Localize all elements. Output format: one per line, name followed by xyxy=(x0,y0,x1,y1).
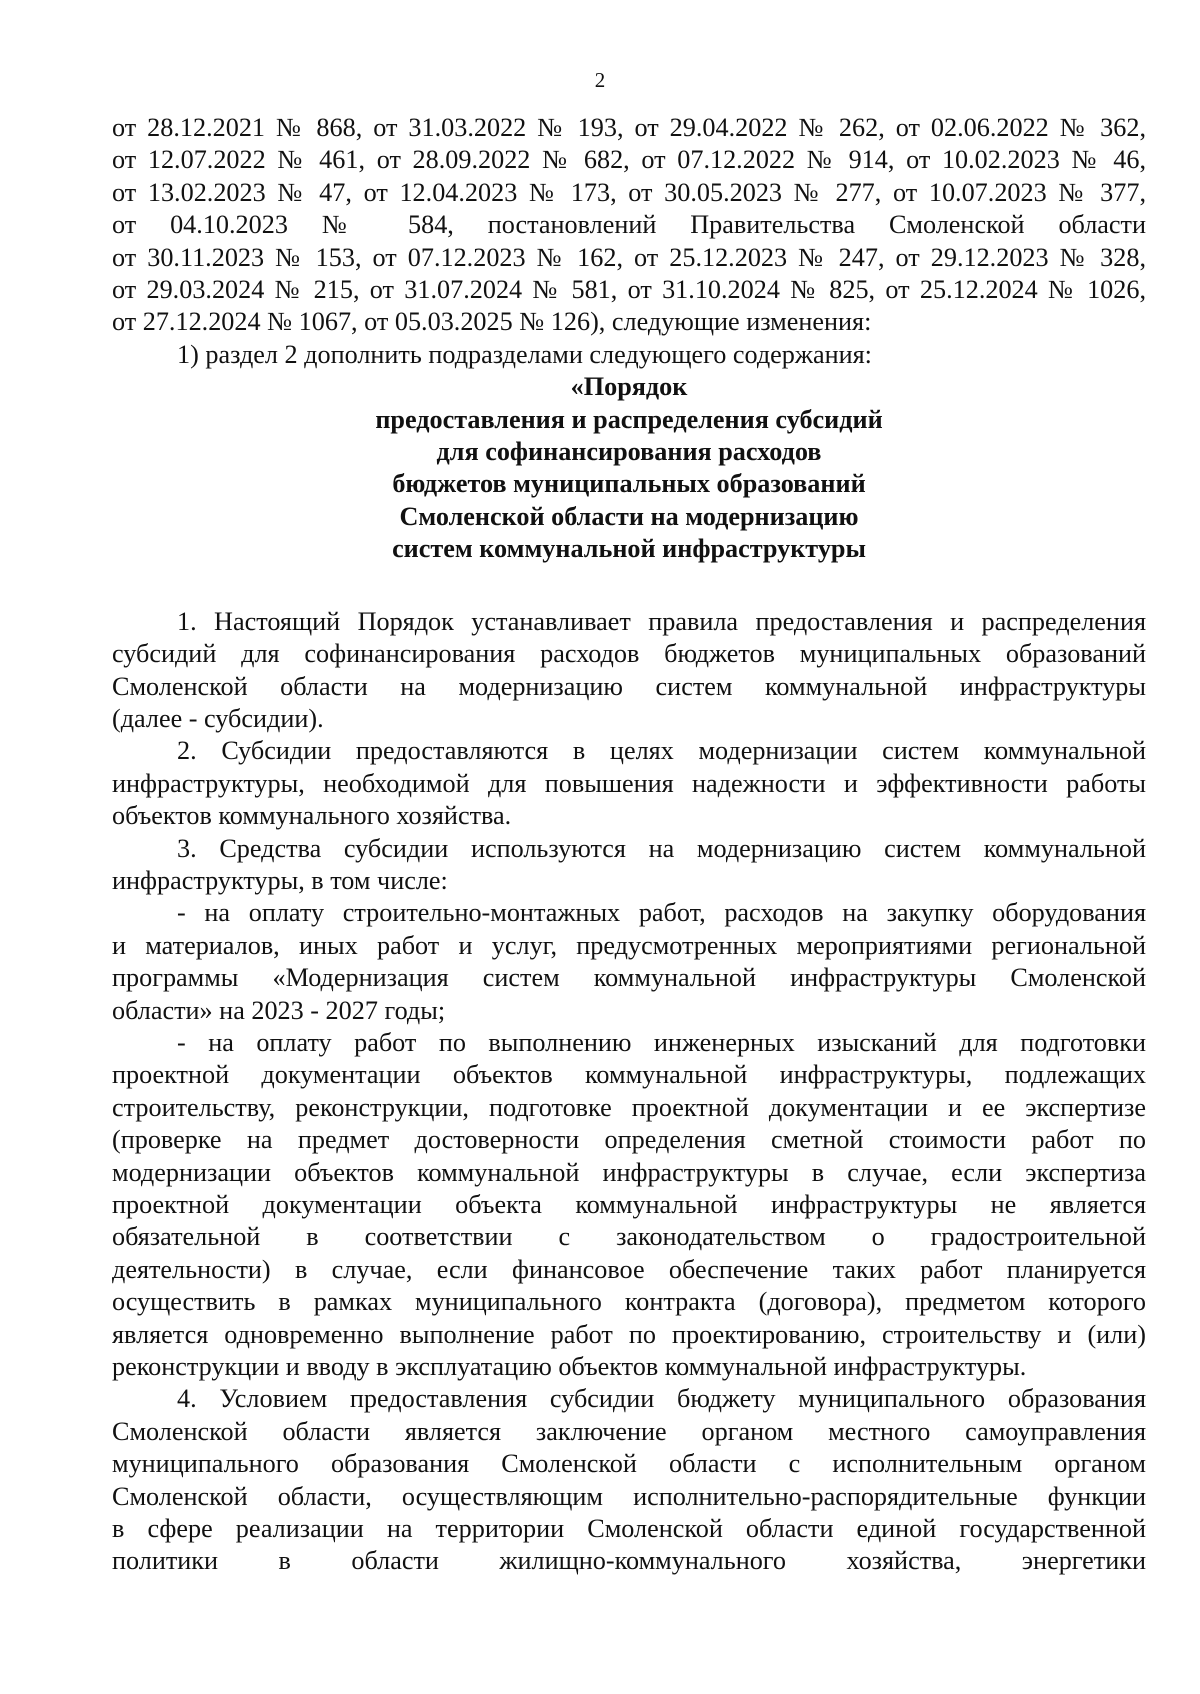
page-number: 2 xyxy=(594,68,606,92)
text-line: строительству, реконструкции, подготовке проектной документации и ее экспертизе xyxy=(112,1092,1146,1122)
text-line: объектов коммунального хозяйства. xyxy=(112,801,512,831)
title-line: предоставления и распределения субсидий xyxy=(375,404,883,434)
text-line: проектной документации объектов коммунальной инфраструктуры, подлежащих xyxy=(112,1060,1146,1090)
text-line: реконструкции и вводу в эксплуатацию объектов коммунальной инфраструктуры. xyxy=(112,1352,1027,1382)
text-line: Смоленской области на модернизацию систем коммунальной инфраструктуры xyxy=(112,671,1146,701)
paragraph-1 xyxy=(112,606,1146,736)
paragraph-3a xyxy=(112,897,1146,1027)
text-line: 3. Средства субсидии используются на модернизацию систем коммунальной xyxy=(177,833,1146,863)
title-line: «Порядок xyxy=(570,372,688,402)
intro-paragraph xyxy=(112,112,1146,339)
title-line: для софинансирования расходов xyxy=(436,437,822,467)
text-line: от 27.12.2024 № 1067, от 05.03.2025 № 126), следующие изменения: xyxy=(112,307,872,337)
text-line: (далее - субсидии). xyxy=(112,703,324,733)
text-line: в сфере реализации на территории Смоленской области единой государственной xyxy=(112,1514,1146,1544)
text-line: Смоленской области, осуществляющим исполнительно-распорядительные функции xyxy=(112,1481,1146,1511)
text-line: 1) раздел 2 дополнить подразделами следующего содержания: xyxy=(177,339,872,369)
text-line: от 12.07.2022 № 461, от 28.09.2022 № 682, от 07.12.2022 № 914, от 10.02.2023 № 46, xyxy=(112,145,1146,175)
text-line: инфраструктуры, в том числе: xyxy=(112,865,448,895)
text-line: - на оплату работ по выполнению инженерных изысканий для подготовки xyxy=(177,1027,1146,1057)
text-line: осуществить в рамках муниципального контракта (договора), предметом которого xyxy=(112,1287,1146,1317)
spacer xyxy=(112,566,1146,606)
text-line: и материалов, иных работ и услуг, предусмотренных мероприятиями региональной xyxy=(112,930,1146,960)
text-line: 1. Настоящий Порядок устанавливает правила предоставления и распределения xyxy=(177,606,1146,636)
text-line: 2. Субсидии предоставляются в целях модернизации систем коммунальной xyxy=(177,736,1146,766)
paragraph-2 xyxy=(112,735,1146,832)
text-line: (проверке на предмет достоверности определения сметной стоимости работ по xyxy=(112,1125,1146,1155)
title-line: Смоленской области на модернизацию xyxy=(399,501,859,531)
title-line: бюджетов муниципальных образований xyxy=(392,469,866,499)
text-line: от 30.11.2023 № 153, от 07.12.2023 № 162, от 25.12.2023 № 247, от 29.12.2023 № 328, xyxy=(112,242,1146,272)
text-line: от 28.12.2021 № 868, от 31.03.2022 № 193, от 29.04.2022 № 262, от 02.06.2022 № 362, xyxy=(112,113,1146,142)
text-line: деятельности) в случае, если финансовое обеспечение таких работ планируется xyxy=(112,1254,1146,1284)
paragraph-3 xyxy=(112,833,1146,898)
text-line: Смоленской области является заключение органом местного самоуправления xyxy=(112,1416,1146,1446)
text-line: от 29.03.2024 № 215, от 31.07.2024 № 581, от 31.10.2024 № 825, от 25.12.2024 № 1026, xyxy=(112,275,1146,305)
text-line: - на оплату строительно-монтажных работ, расходов на закупку оборудования xyxy=(177,898,1146,928)
document-body xyxy=(112,112,1146,1578)
paragraph-3b xyxy=(112,1027,1146,1383)
text-line: муниципального образования Смоленской области с исполнительным органом xyxy=(112,1449,1146,1479)
text-line: проектной документации объекта коммунальной инфраструктуры не является xyxy=(112,1190,1146,1219)
title-line: систем коммунальной инфраструктуры xyxy=(392,534,866,564)
paragraph-4 xyxy=(112,1383,1146,1577)
text-line: инфраструктуры, необходимой для повышения надежности и эффективности работы xyxy=(112,768,1146,798)
text-line: от 04.10.2023 № 584, постановлений Правительства Смоленской области xyxy=(112,210,1146,240)
text-line: модернизации объектов коммунальной инфраструктуры в случае, если экспертиза xyxy=(112,1157,1146,1187)
text-line: программы «Модернизация систем коммунальной инфраструктуры Смоленской xyxy=(112,963,1146,993)
text-line: от 13.02.2023 № 47, от 12.04.2023 № 173, от 30.05.2023 № 277, от 10.07.2023 № 377, xyxy=(112,177,1146,207)
text-line: политики в области жилищно-коммунального хозяйства, энергетики xyxy=(112,1546,1146,1576)
item-1 xyxy=(112,339,1146,371)
text-line: 4. Условием предоставления субсидии бюджету муниципального образования xyxy=(177,1384,1146,1414)
text-line: является одновременно выполнение работ по проектированию, строительству и (или) xyxy=(112,1319,1146,1349)
section-title xyxy=(112,371,1146,565)
text-line: субсидий для софинансирования расходов бюджетов муниципальных образований xyxy=(112,639,1146,669)
text-line: обязательной в соответствии с законодательством о градостроительной xyxy=(112,1222,1146,1252)
text-line: области» на 2023 - 2027 годы; xyxy=(112,995,446,1025)
